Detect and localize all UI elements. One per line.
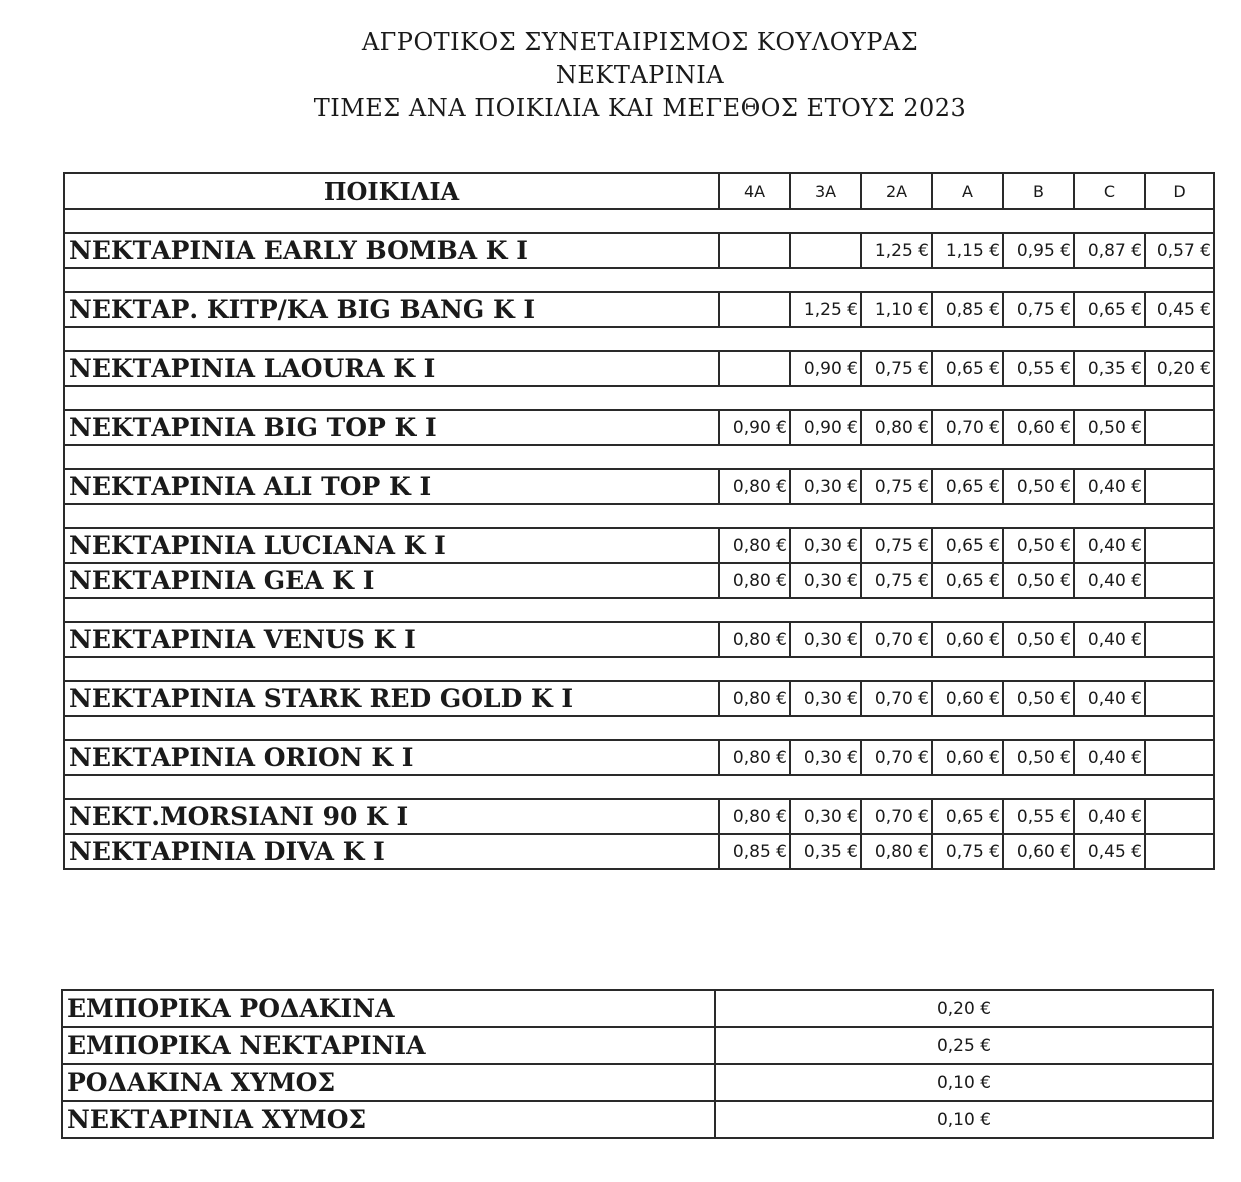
price-cell: 1,25 € xyxy=(861,233,932,268)
spacer-cell xyxy=(64,598,1214,622)
price-cell: 0,85 € xyxy=(932,292,1003,327)
price-cell: 0,60 € xyxy=(1003,410,1074,445)
variety-name: ΝΕΚΤΑΡΙΝΙΑ BIG TOP K I xyxy=(64,410,719,445)
product-title: ΝΕΚΤΑΡΙΝΙΑ xyxy=(555,61,725,89)
variety-name: ΝΕΚΤΑΡΙΝΙΑ DIVA K I xyxy=(64,834,719,869)
price-cell: 0,35 € xyxy=(790,834,861,869)
price-cell: 0,87 € xyxy=(1074,233,1145,268)
price-cell: 0,50 € xyxy=(1003,528,1074,563)
price-cell: 0,65 € xyxy=(932,563,1003,598)
variety-name: ΝΕΚΤΑΡΙΝΙΑ EARLY BOMBA K I xyxy=(64,233,719,268)
price-cell: 0,60 € xyxy=(932,622,1003,657)
price-cell: 0,60 € xyxy=(932,681,1003,716)
column-header-3a: 3A xyxy=(790,173,861,209)
price-cell: 0,85 € xyxy=(719,834,790,869)
spacer-row xyxy=(64,445,1214,469)
price-cell: 0,40 € xyxy=(1074,622,1145,657)
variety-name: ΝΕΚΤΑΡ. ΚΙΤΡ/ΚΑ BIG BANG K I xyxy=(64,292,719,327)
variety-name: ΝΕΚΤΑΡΙΝΙΑ ORION K I xyxy=(64,740,719,775)
price-cell: 0,75 € xyxy=(861,351,932,386)
price-cell: 0,65 € xyxy=(1074,292,1145,327)
price-cell: 0,80 € xyxy=(861,410,932,445)
price-cell: 0,45 € xyxy=(1074,834,1145,869)
spacer-row xyxy=(64,657,1214,681)
cooperative-name: ΑΓΡΟΤΙΚΟΣ ΣΥΝΕΤΑΙΡΙΣΜΟΣ ΚΟΥΛΟΥΡΑΣ xyxy=(361,28,919,56)
price-cell: 0,75 € xyxy=(861,528,932,563)
spacer-cell xyxy=(64,268,1214,292)
price-cell: 0,30 € xyxy=(790,469,861,504)
price-cell: 0,80 € xyxy=(719,469,790,504)
price-cell: 0,57 € xyxy=(1145,233,1214,268)
price-cell xyxy=(719,233,790,268)
price-cell: 0,50 € xyxy=(1003,740,1074,775)
price-cell: 0,30 € xyxy=(790,563,861,598)
price-cell: 0,60 € xyxy=(1003,834,1074,869)
price-cell xyxy=(1145,681,1214,716)
price-table xyxy=(63,172,1215,870)
spacer-row xyxy=(64,386,1214,410)
price-cell: 0,50 € xyxy=(1003,469,1074,504)
price-cell: 0,80 € xyxy=(719,622,790,657)
price-cell: 1,15 € xyxy=(932,233,1003,268)
table-row xyxy=(64,528,1214,563)
spacer-row xyxy=(64,504,1214,528)
price-cell: 0,80 € xyxy=(861,834,932,869)
spacer-cell xyxy=(64,327,1214,351)
commercial-item-name: ΝΕΚΤΑΡΙΝΙΑ ΧΥΜΟΣ xyxy=(62,1101,715,1138)
price-cell: 0,50 € xyxy=(1003,563,1074,598)
spacer-row xyxy=(64,775,1214,799)
commercial-item-name: ΕΜΠΟΡΙΚΑ ΝΕΚΤΑΡΙΝΙΑ xyxy=(62,1027,715,1064)
table-row xyxy=(62,1101,1213,1138)
price-cell xyxy=(1145,740,1214,775)
column-header-d: D xyxy=(1145,173,1214,209)
spacer-cell xyxy=(64,716,1214,740)
table-row xyxy=(62,1027,1213,1064)
price-cell xyxy=(1145,563,1214,598)
price-cell: 0,40 € xyxy=(1074,563,1145,598)
variety-name: ΝΕΚΤΑΡΙΝΙΑ LUCIANA K I xyxy=(64,528,719,563)
price-cell: 0,65 € xyxy=(932,799,1003,834)
price-cell: 0,75 € xyxy=(932,834,1003,869)
commercial-table-body xyxy=(62,990,1213,1138)
table-row xyxy=(64,469,1214,504)
price-table-body xyxy=(64,173,1214,869)
price-cell: 0,30 € xyxy=(790,681,861,716)
price-cell: 0,30 € xyxy=(790,528,861,563)
price-cell: 0,50 € xyxy=(1074,410,1145,445)
price-cell: 0,80 € xyxy=(719,740,790,775)
price-cell: 0,95 € xyxy=(1003,233,1074,268)
price-cell: 0,70 € xyxy=(861,681,932,716)
price-cell: 0,70 € xyxy=(932,410,1003,445)
commercial-item-name: ΡΟΔΑΚΙΝΑ ΧΥΜΟΣ xyxy=(62,1064,715,1101)
commercial-item-name: ΕΜΠΟΡΙΚΑ ΡΟΔΑΚΙΝΑ xyxy=(62,990,715,1027)
document-header xyxy=(0,26,1241,125)
price-cell: 0,30 € xyxy=(790,622,861,657)
price-cell: 1,10 € xyxy=(861,292,932,327)
table-row xyxy=(64,233,1214,268)
spacer-row xyxy=(64,209,1214,233)
price-cell: 0,80 € xyxy=(719,681,790,716)
price-cell: 0,90 € xyxy=(790,351,861,386)
price-cell xyxy=(1145,799,1214,834)
price-cell: 0,75 € xyxy=(861,469,932,504)
table-row xyxy=(64,622,1214,657)
price-cell: 1,25 € xyxy=(790,292,861,327)
price-cell: 0,90 € xyxy=(790,410,861,445)
document-subtitle: ΤΙΜΕΣ ΑΝΑ ΠΟΙΚΙΛΙΑ ΚΑΙ ΜΕΓΕΘΟΣ ΕΤΟΥΣ 2023 xyxy=(313,94,967,122)
column-header-b: B xyxy=(1003,173,1074,209)
table-row xyxy=(64,563,1214,598)
variety-name: ΝΕΚΤ.MORSIANI 90 K I xyxy=(64,799,719,834)
price-cell: 0,20 € xyxy=(1145,351,1214,386)
price-cell: 0,40 € xyxy=(1074,740,1145,775)
price-cell: 0,65 € xyxy=(932,351,1003,386)
table-row xyxy=(62,990,1213,1027)
table-row xyxy=(64,740,1214,775)
commercial-item-price: 0,10 € xyxy=(715,1064,1213,1101)
table-row xyxy=(64,681,1214,716)
price-cell: 0,70 € xyxy=(861,622,932,657)
price-cell xyxy=(719,292,790,327)
price-cell: 0,40 € xyxy=(1074,528,1145,563)
price-cell xyxy=(790,233,861,268)
price-cell: 0,40 € xyxy=(1074,469,1145,504)
spacer-cell xyxy=(64,657,1214,681)
price-cell: 0,50 € xyxy=(1003,681,1074,716)
spacer-cell xyxy=(64,209,1214,233)
commercial-item-price: 0,10 € xyxy=(715,1101,1213,1138)
variety-name: ΝΕΚΤΑΡΙΝΙΑ STARK RED GOLD K I xyxy=(64,681,719,716)
table-row xyxy=(64,834,1214,869)
price-cell: 0,45 € xyxy=(1145,292,1214,327)
price-cell: 0,65 € xyxy=(932,528,1003,563)
table-row xyxy=(64,410,1214,445)
price-cell: 0,55 € xyxy=(1003,351,1074,386)
spacer-cell xyxy=(64,445,1214,469)
table-row xyxy=(64,292,1214,327)
price-cell: 0,40 € xyxy=(1074,799,1145,834)
price-cell: 0,30 € xyxy=(790,740,861,775)
variety-name: ΝΕΚΤΑΡΙΝΙΑ VENUS K I xyxy=(64,622,719,657)
column-header-c: C xyxy=(1074,173,1145,209)
price-cell: 0,80 € xyxy=(719,563,790,598)
column-header-a: A xyxy=(932,173,1003,209)
spacer-cell xyxy=(64,775,1214,799)
table-row xyxy=(62,1064,1213,1101)
price-cell xyxy=(1145,528,1214,563)
price-cell: 0,75 € xyxy=(861,563,932,598)
price-cell: 0,60 € xyxy=(932,740,1003,775)
price-cell xyxy=(1145,469,1214,504)
table-header-row xyxy=(64,173,1214,209)
price-cell xyxy=(1145,622,1214,657)
price-cell: 0,70 € xyxy=(861,799,932,834)
price-cell: 0,90 € xyxy=(719,410,790,445)
spacer-cell xyxy=(64,386,1214,410)
column-header-variety: ΠΟΙΚΙΛΙΑ xyxy=(64,173,719,209)
table-row xyxy=(64,351,1214,386)
price-cell: 0,30 € xyxy=(790,799,861,834)
price-cell: 0,55 € xyxy=(1003,799,1074,834)
price-cell: 0,65 € xyxy=(932,469,1003,504)
price-cell xyxy=(1145,834,1214,869)
variety-name: ΝΕΚΤΑΡΙΝΙΑ ALI TOP K I xyxy=(64,469,719,504)
variety-name: ΝΕΚΤΑΡΙΝΙΑ LAOURA K I xyxy=(64,351,719,386)
commercial-prices-table xyxy=(61,989,1214,1139)
table-row xyxy=(64,799,1214,834)
column-header-2a: 2A xyxy=(861,173,932,209)
price-cell: 0,75 € xyxy=(1003,292,1074,327)
commercial-item-price: 0,25 € xyxy=(715,1027,1213,1064)
price-cell: 0,80 € xyxy=(719,528,790,563)
price-cell xyxy=(719,351,790,386)
price-cell: 0,35 € xyxy=(1074,351,1145,386)
spacer-row xyxy=(64,268,1214,292)
price-cell: 0,40 € xyxy=(1074,681,1145,716)
commercial-item-price: 0,20 € xyxy=(715,990,1213,1027)
column-header-4a: 4A xyxy=(719,173,790,209)
price-cell xyxy=(1145,410,1214,445)
variety-name: ΝΕΚΤΑΡΙΝΙΑ GEA K I xyxy=(64,563,719,598)
price-cell: 0,70 € xyxy=(861,740,932,775)
spacer-row xyxy=(64,716,1214,740)
spacer-cell xyxy=(64,504,1214,528)
spacer-row xyxy=(64,327,1214,351)
spacer-row xyxy=(64,598,1214,622)
price-cell: 0,50 € xyxy=(1003,622,1074,657)
price-cell: 0,80 € xyxy=(719,799,790,834)
